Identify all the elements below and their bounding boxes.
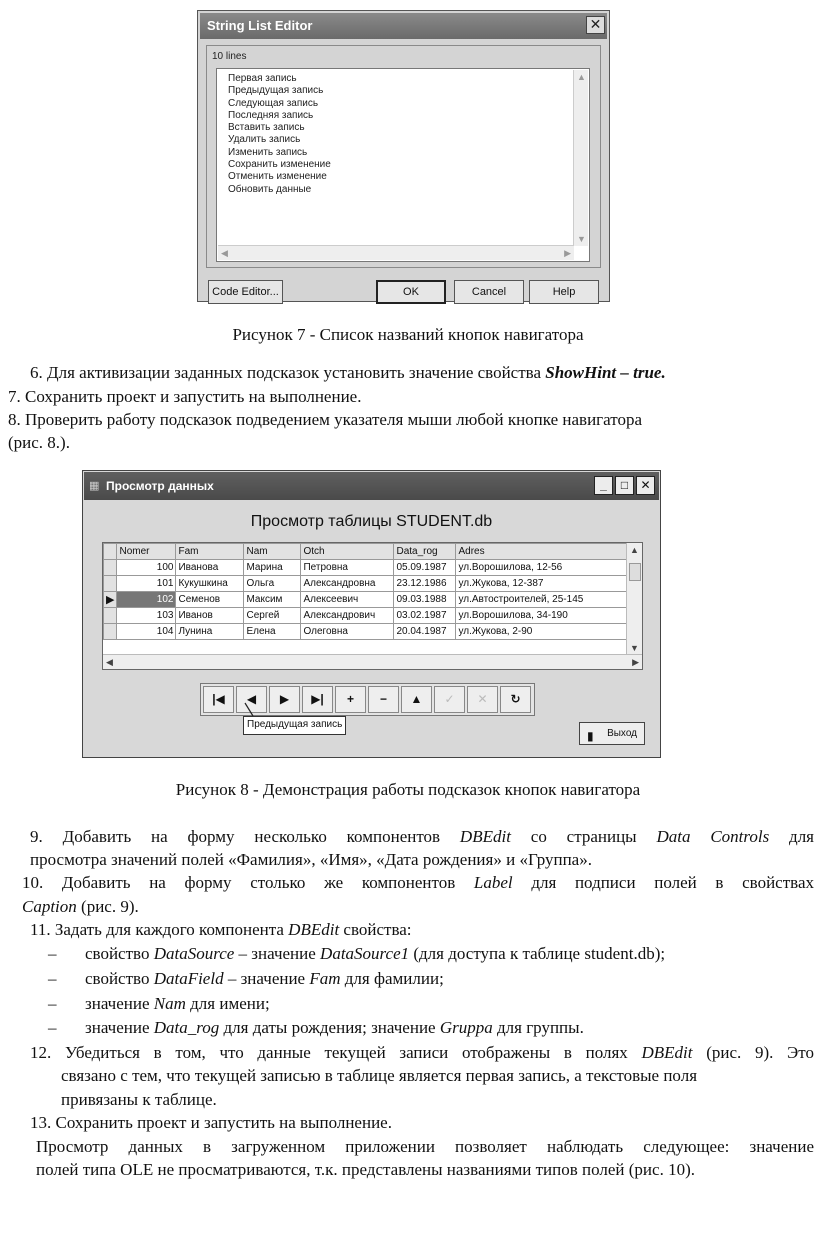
cell-otch[interactable]: Петровна (301, 560, 394, 576)
column-header[interactable]: Nam (244, 544, 301, 560)
cell-otch[interactable]: Александрович (301, 608, 394, 624)
memo-horizontal-scrollbar[interactable] (218, 245, 574, 260)
memo-line: Отменить изменение (228, 171, 327, 183)
step-6 (30, 362, 666, 384)
edit-record-icon[interactable]: ▲ (401, 686, 432, 713)
prior-record-icon[interactable]: ◀ (236, 686, 267, 713)
cell-adres[interactable]: ул.Ворошилова, 34-190 (456, 608, 631, 624)
cell-otch[interactable]: Алексеевич (301, 592, 394, 608)
step-9-em-datacontrols: Data Controls (656, 827, 770, 846)
cell-adres[interactable]: ул.Жукова, 2-90 (456, 624, 631, 640)
cancel-edit-icon[interactable]: ✕ (467, 686, 498, 713)
cell-data-rog[interactable]: 23.12.1986 (394, 576, 456, 592)
cell-data-rog[interactable]: 09.03.1988 (394, 592, 456, 608)
insert-record-icon[interactable]: + (335, 686, 366, 713)
post-record-icon[interactable]: ✓ (434, 686, 465, 713)
cell-fam[interactable]: Иванова (176, 560, 244, 576)
b2-a: свойство (85, 969, 154, 988)
cancel-button[interactable]: Cancel (454, 280, 524, 304)
step-11 (30, 919, 412, 941)
data-viewer-window (82, 470, 661, 758)
step-12-text-c: (рис. 9). Это (692, 1043, 814, 1062)
step-10-text-b: (рис. 9). (76, 897, 139, 916)
scroll-thumb[interactable] (629, 563, 641, 581)
column-header[interactable]: Fam (176, 544, 244, 560)
bullet-dash: – (48, 969, 57, 988)
b2-e: для фамилии; (340, 969, 444, 988)
step-13: 13. Сохранить проект и запустить на выполнение. (30, 1113, 392, 1132)
lines-group (206, 45, 601, 268)
step-12-text-a: 12. Убедиться в том, что данные текущей записи отображены в полях (30, 1043, 642, 1062)
b4-a: значение (85, 1018, 154, 1037)
step-8-line2: (рис. 8.). (8, 433, 70, 452)
step-9-text-e: для (769, 827, 815, 846)
memo-lines (228, 73, 331, 196)
table-row[interactable] (104, 608, 631, 624)
column-header[interactable]: Otch (301, 544, 394, 560)
step-9-text-a: 9. Добавить на форму несколько компонентов (30, 827, 460, 846)
cell-data-rog[interactable]: 20.04.1987 (394, 624, 456, 640)
step-6-text: 6. Для активизации заданных подсказок установить значение свойства (30, 363, 546, 382)
bullet-nam (85, 993, 270, 1015)
paragraph-line2: полей типа OLE не просматриваются, т.к. представлены названиями типов полей (рис. 10). (36, 1160, 695, 1179)
cell-adres[interactable]: ул.Ворошилова, 12-56 (456, 560, 631, 576)
cell-nam[interactable]: Сергей (244, 608, 301, 624)
delete-record-icon[interactable]: − (368, 686, 399, 713)
table-row[interactable] (104, 560, 631, 576)
current-row-indicator-icon: ▶ (104, 592, 117, 608)
cell-nomer[interactable]: 101 (117, 576, 176, 592)
memo-line: Вставить запись (228, 122, 305, 134)
window-titlebar (84, 472, 659, 500)
table-heading: Просмотр таблицы STUDENT.db (250, 513, 493, 530)
b3-a: значение (85, 994, 154, 1013)
b1-b: DataSource (153, 944, 235, 963)
scroll-down-icon[interactable]: ▼ (577, 234, 586, 244)
cell-nomer[interactable]: 104 (117, 624, 176, 640)
grid-table (103, 543, 631, 640)
minimize-icon[interactable]: _ (594, 476, 613, 495)
b1-c: – значение (234, 944, 321, 963)
cell-nam[interactable]: Ольга (244, 576, 301, 592)
cell-nomer[interactable]: 102 (117, 592, 176, 608)
step-11-em-dbedit: DBEdit (288, 920, 340, 939)
grid-horizontal-scrollbar[interactable] (103, 654, 642, 669)
row-indicator (104, 608, 117, 624)
close-icon[interactable]: ✕ (586, 16, 605, 34)
bullet-dash: – (48, 944, 57, 963)
b4-b: Data_rog (153, 1018, 220, 1037)
cell-adres[interactable]: ул.Жукова, 12-387 (456, 576, 631, 592)
memo-line: Следующая запись (228, 97, 319, 109)
b4-e: для группы. (492, 1018, 584, 1037)
scroll-down-icon[interactable]: ▼ (630, 643, 639, 653)
row-indicator (104, 624, 117, 640)
step-12-line1 (30, 1042, 814, 1064)
bullet-dash: – (48, 1018, 57, 1037)
step-10-em-caption: Caption (22, 897, 77, 916)
step-10-line2 (22, 896, 139, 918)
exit-button-label: Выход (607, 728, 637, 739)
cell-fam[interactable]: Семенов (176, 592, 244, 608)
b1-e: (для доступа к таблице student.db); (409, 944, 666, 963)
row-indicator (104, 560, 117, 576)
window-title: Просмотр данных (106, 479, 214, 493)
scroll-right-icon[interactable]: ▶ (632, 657, 639, 667)
maximize-icon[interactable]: □ (615, 476, 634, 495)
close-icon[interactable]: ✕ (636, 476, 655, 495)
figure7-caption: Рисунок 7 - Список названий кнопок навигатора (232, 325, 584, 344)
exit-button[interactable] (579, 722, 645, 745)
cell-otch[interactable]: Олеговна (301, 624, 394, 640)
memo-vertical-scrollbar[interactable] (573, 70, 588, 246)
navigator-hint-tooltip: Предыдущая запись (243, 716, 346, 735)
step-12-em-dbedit: DBEdit (641, 1043, 693, 1062)
row-indicator-header (104, 544, 117, 560)
ok-button[interactable]: OK (376, 280, 446, 304)
step-8-line1: 8. Проверить работу подсказок подведением указателя мыши любой кнопке навигатора (8, 410, 643, 429)
scroll-right-icon[interactable]: ▶ (564, 248, 571, 258)
lines-count: 10 lines (212, 51, 247, 62)
column-header[interactable]: Adres (456, 544, 631, 560)
cell-data-rog[interactable]: 05.09.1987 (394, 560, 456, 576)
row-indicator (104, 576, 117, 592)
grid-header-row (104, 544, 631, 560)
last-record-icon[interactable]: ▶| (302, 686, 333, 713)
cell-data-rog[interactable]: 03.02.1987 (394, 608, 456, 624)
scroll-up-icon[interactable]: ▲ (630, 545, 639, 555)
step-9-em-dbedit: DBEdit (459, 827, 511, 846)
cell-otch[interactable]: Александровна (301, 576, 394, 592)
bullet-datafield (85, 968, 444, 990)
cell-nam[interactable]: Максим (244, 592, 301, 608)
cell-fam[interactable]: Кукушкина (176, 576, 244, 592)
b3-b: Nam (153, 994, 186, 1013)
step-10-text-c: для подписи полей в свойствах (512, 873, 814, 892)
bullet-datasource (85, 943, 665, 965)
step-11-text-c: свойства: (339, 920, 412, 939)
step-7: 7. Сохранить проект и запустить на выполнение. (8, 387, 362, 406)
step-10-em-label: Label (473, 873, 513, 892)
b2-d: Fam (309, 969, 341, 988)
step-9-line2: просмотра значений полей «Фамилия», «Имя», «Дата рождения» и «Группа». (30, 850, 592, 869)
app-icon: ▦ (89, 480, 100, 492)
bullet-datarog (85, 1017, 584, 1039)
figure8-caption: Рисунок 8 - Демонстрация работы подсказок кнопок навигатора (175, 780, 641, 799)
refresh-icon[interactable]: ↻ (500, 686, 531, 713)
column-header[interactable]: Data_rog (394, 544, 456, 560)
step-6-emphasis: ShowHint – true. (545, 363, 666, 382)
cell-nam[interactable]: Марина (244, 560, 301, 576)
memo-line: Удалить запись (228, 134, 301, 146)
table-row-current[interactable] (104, 592, 631, 608)
step-11-text-a: 11. Задать для каждого компонента (30, 920, 289, 939)
memo-line: Предыдущая запись (228, 85, 324, 97)
cell-adres[interactable]: ул.Автостроителей, 25-145 (456, 592, 631, 608)
b2-b: DataField (153, 969, 224, 988)
next-record-icon[interactable]: ▶ (269, 686, 300, 713)
memo-line: Первая запись (228, 73, 297, 84)
b1-a: свойство (85, 944, 154, 963)
db-grid[interactable] (102, 542, 643, 670)
b1-d: DataSource1 (320, 944, 410, 963)
exit-door-icon: ▮ (587, 729, 594, 743)
dialog-title: String List Editor (207, 18, 313, 33)
step-9-line1 (30, 826, 814, 848)
b4-d: Gruppa (439, 1018, 493, 1037)
string-list-memo[interactable] (216, 68, 590, 262)
cell-nam[interactable]: Елена (244, 624, 301, 640)
paragraph-line1: Просмотр данных в загруженном приложении позволяет наблюдать следующее: значение (36, 1137, 814, 1156)
memo-line: Обновить данные (228, 183, 312, 195)
step-10-line1 (22, 872, 814, 894)
memo-line: Сохранить изменение (228, 159, 331, 171)
memo-line: Изменить запись (228, 146, 308, 158)
b3-c: для имени; (185, 994, 270, 1013)
memo-line: Последняя запись (228, 109, 314, 121)
code-editor-button[interactable]: Code Editor... (208, 280, 283, 304)
first-record-icon[interactable]: |◀ (203, 686, 234, 713)
column-header[interactable]: Nomer (117, 544, 176, 560)
bullet-dash: – (48, 994, 57, 1013)
table-row[interactable] (104, 576, 631, 592)
string-list-editor-dialog (197, 10, 610, 302)
step-9-text-c: со страницы (510, 827, 657, 846)
cell-fam[interactable]: Лунина (176, 624, 244, 640)
cell-nomer[interactable]: 103 (117, 608, 176, 624)
dialog-titlebar (200, 13, 607, 39)
grid-vertical-scrollbar[interactable] (626, 543, 642, 655)
table-row[interactable] (104, 624, 631, 640)
step-12-line2: связано с тем, что текущей записью в таблице является первая запись, а текстовые поля (61, 1066, 698, 1085)
help-button[interactable]: Help (529, 280, 599, 304)
step-12-line3: привязаны к таблице. (61, 1090, 217, 1109)
step-10-text-a: 10. Добавить на форму столько же компонентов (22, 873, 474, 892)
cell-fam[interactable]: Иванов (176, 608, 244, 624)
cell-nomer[interactable]: 100 (117, 560, 176, 576)
scroll-left-icon[interactable]: ◀ (221, 248, 228, 258)
b4-c: для даты рождения; значение (219, 1018, 440, 1037)
b2-c: – значение (223, 969, 310, 988)
scroll-left-icon[interactable]: ◀ (106, 657, 113, 667)
scroll-up-icon[interactable]: ▲ (577, 72, 586, 82)
